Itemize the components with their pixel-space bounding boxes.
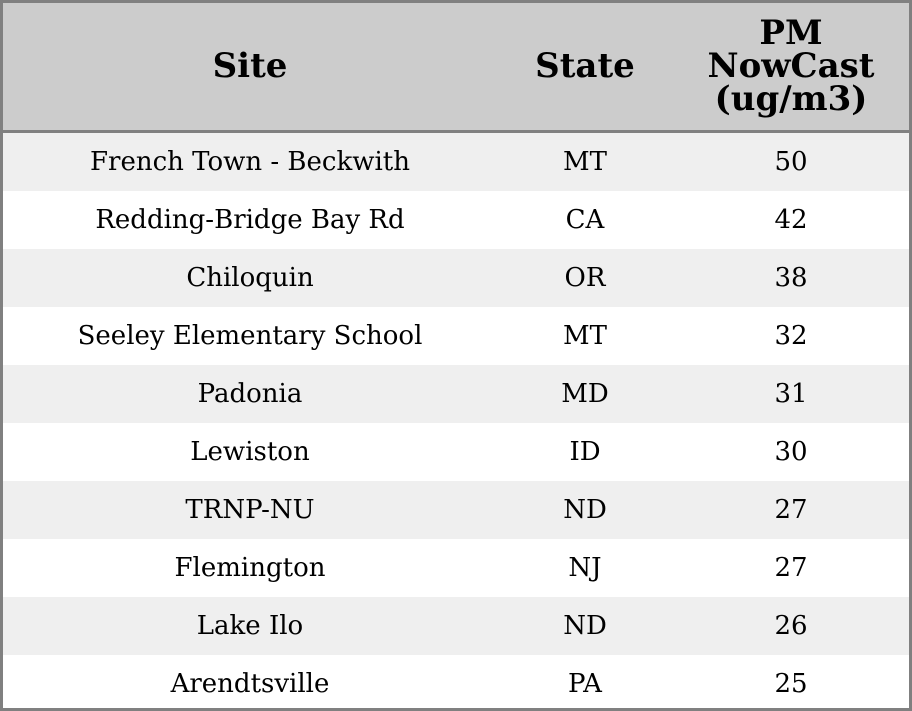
cell-state: ID (569, 437, 601, 467)
header-pm-line-2: NowCast (707, 46, 875, 86)
header-site (3, 3, 497, 130)
cell-pm-value: 30 (774, 437, 808, 467)
table-row (3, 365, 909, 423)
header-pm-nowcast (673, 3, 909, 130)
table-row (3, 597, 909, 655)
cell-pm-value: 32 (774, 321, 808, 351)
cell-state: NJ (568, 553, 602, 583)
cell-site: Arendtsville (170, 669, 330, 699)
header-pm-line-1: PM (759, 13, 823, 53)
table-row (3, 133, 909, 191)
table-body (3, 133, 909, 711)
cell-state: ND (563, 495, 607, 525)
cell-site: Lewiston (190, 437, 310, 467)
cell-site: Chiloquin (186, 263, 314, 293)
cell-pm-value: 42 (774, 205, 808, 235)
header-pm-line-3: (ug/m3) (714, 79, 868, 119)
cell-site: Redding-Bridge Bay Rd (95, 205, 405, 235)
cell-site: Lake Ilo (196, 611, 304, 641)
cell-state: OR (564, 263, 606, 293)
cell-state: MD (561, 379, 609, 409)
table-row (3, 481, 909, 539)
cell-site: Seeley Elementary School (77, 321, 423, 351)
cell-pm-value: 27 (774, 495, 808, 525)
cell-site: Flemington (174, 553, 326, 583)
header-state-label: State (535, 46, 635, 86)
table-row (3, 191, 909, 249)
cell-state: ND (563, 611, 607, 641)
table-row (3, 655, 909, 711)
cell-pm-value: 26 (774, 611, 808, 641)
cell-site: Padonia (197, 379, 303, 409)
table-row (3, 539, 909, 597)
cell-pm-value: 31 (774, 379, 808, 409)
table-header (3, 3, 909, 133)
cell-state: PA (568, 669, 602, 699)
cell-state: CA (565, 205, 605, 235)
cell-state: MT (563, 147, 607, 177)
header-state (497, 3, 673, 130)
cell-state: MT (563, 321, 607, 351)
cell-pm-value: 25 (774, 669, 808, 699)
table-row (3, 249, 909, 307)
cell-site: TRNP-NU (185, 495, 315, 525)
table-row (3, 423, 909, 481)
table-row (3, 307, 909, 365)
header-site-label: Site (212, 46, 288, 86)
cell-pm-value: 50 (774, 147, 808, 177)
cell-pm-value: 38 (774, 263, 808, 293)
cell-pm-value: 27 (774, 553, 808, 583)
cell-site: French Town - Beckwith (89, 147, 411, 177)
